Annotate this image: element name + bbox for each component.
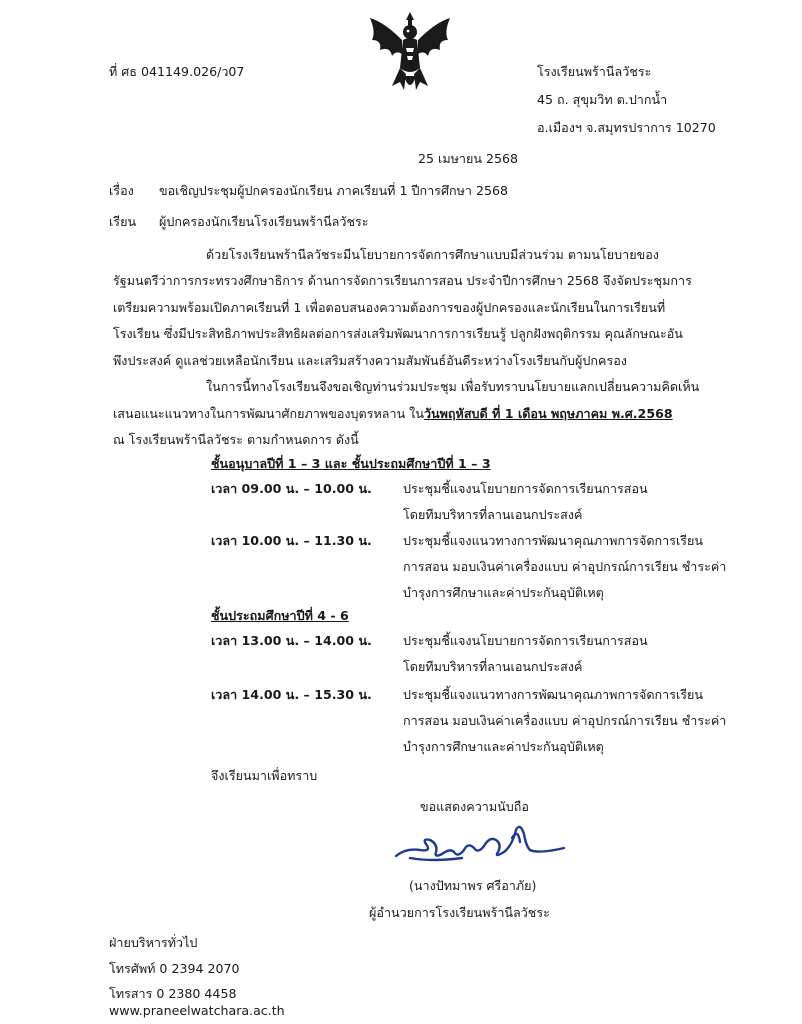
schedule-detail: ประชุมชี้แจงแนวทางการพัฒนาคุณภาพการจัดการเรียน <box>403 533 704 548</box>
schedule-heading: ชั้นอนุบาลปีที่ 1 – 3 และ ชั้นประถมศึกษาปีที่ 1 – 3 <box>211 456 491 471</box>
paragraph-1-line: พึงประสงค์ ดูแลช่วยเหลือนักเรียน และเสริมสร้างความสัมพันธ์อันดีระหว่างโรงเรียนกับผู้ปกครอง <box>113 353 627 368</box>
schedule-detail: โดยทีมบริหารที่ลานเอนกประสงค์ <box>403 507 583 522</box>
footer-department: ฝ่ายบริหารทั่วไป <box>109 935 198 950</box>
schedule-heading: ชั้นประถมศึกษาปีที่ 4 - 6 <box>211 608 349 623</box>
schedule-detail: ประชุมชี้แจงนโยบายการจัดการเรียนการสอน <box>403 481 648 496</box>
subject-label: เรื่อง <box>109 183 134 198</box>
schedule-detail: บำรุงการศึกษาและค่าประกันอุบัติเหตุ <box>403 739 604 754</box>
address-line-2: อ.เมืองฯ จ.สมุทรปราการ 10270 <box>537 120 716 135</box>
school-name: โรงเรียนพร้านีลวัชระ <box>537 64 652 79</box>
footer-phone: โทรศัพท์ 0 2394 2070 <box>109 961 240 976</box>
signer-title: ผู้อำนวยการโรงเรียนพร้านีลวัชระ <box>369 905 550 920</box>
paragraph-1-line: ด้วยโรงเรียนพร้านีลวัชระมีนโยบายการจัดการศึกษาแบบมีส่วนร่วม ตามนโยบายของ <box>206 247 659 262</box>
closing-notice: จึงเรียนมาเพื่อทราบ <box>211 768 318 783</box>
letter-date: 25 เมษายน 2568 <box>418 151 519 166</box>
reference-number: ที่ ศธ 041149.026/ว07 <box>109 64 245 79</box>
paragraph-1-line: โรงเรียน ซึ่งมีประสิทธิภาพประสิทธิผลต่อการส่งเสริมพัฒนาการการเรียนรู้ ปลูกฝังพฤติกรรม คุณลักษณะอัน <box>113 326 683 341</box>
footer-website: www.praneelwatchara.ac.th <box>109 1003 285 1018</box>
paragraph-2-line: ณ โรงเรียนพร้านีลวัชระ ตามกำหนดการ ดังนี้ <box>113 432 359 447</box>
schedule-detail: ประชุมชี้แจงนโยบายการจัดการเรียนการสอน <box>403 633 648 648</box>
closing-regards: ขอแสดงความนับถือ <box>420 799 529 814</box>
subject-text: ขอเชิญประชุมผู้ปกครองนักเรียน ภาคเรียนที่ 1 ปีการศึกษา 2568 <box>159 183 508 198</box>
schedule-time: เวลา 09.00 น. – 10.00 น. <box>211 481 372 496</box>
salutation-text: ผู้ปกครองนักเรียนโรงเรียนพร้านีลวัชระ <box>159 214 369 229</box>
handwritten-signature <box>392 818 568 876</box>
signer-name: (นางปัทมาพร ศรีอาภัย) <box>409 878 537 893</box>
paragraph-1-line: เตรียมความพร้อมเปิดภาคเรียนที่ 1 เพื่อตอบสนองความต้องการของผู้ปกครองและนักเรียนในการเรียนที่ <box>113 300 666 315</box>
schedule-detail: โดยทีมบริหารที่ลานเอนกประสงค์ <box>403 659 583 674</box>
schedule-time: เวลา 10.00 น. – 11.30 น. <box>211 533 372 548</box>
paragraph-2-line: ในการนี้ทางโรงเรียนจึงขอเชิญท่านร่วมประชุม เพื่อรับทราบนโยบายแลกเปลี่ยนความคิดเห็น <box>206 379 700 394</box>
schedule-time: เวลา 14.00 น. – 15.30 น. <box>211 687 372 702</box>
paragraph-1-line: รัฐมนตรีว่าการกระทรวงศึกษาธิการ ด้านการจัดการเรียนการสอน ประจำปีการศึกษา 2568 จึงจัดประชุมการ <box>113 273 692 288</box>
paragraph-2-prefix: เสนอแนะแนวทางในการพัฒนาศักยภาพของบุตรหลาน ใน <box>113 406 424 421</box>
salutation-label: เรียน <box>109 214 137 229</box>
meeting-date: วันพฤหัสบดี ที่ 1 เดือน พฤษภาคม พ.ศ.2568 <box>423 406 673 421</box>
schedule-detail: การสอน มอบเงินค่าเครื่องแบบ ค่าอุปกรณ์การเรียน ชำระค่า <box>403 559 727 574</box>
schedule-detail: การสอน มอบเงินค่าเครื่องแบบ ค่าอุปกรณ์การเรียน ชำระค่า <box>403 713 727 728</box>
paragraph-2-line <box>113 404 673 424</box>
schedule-detail: บำรุงการศึกษาและค่าประกันอุบัติเหตุ <box>403 585 604 600</box>
schedule-time: เวลา 13.00 น. – 14.00 น. <box>211 633 372 648</box>
footer-fax: โทรสาร 0 2380 4458 <box>109 986 237 1001</box>
address-line-1: 45 ถ. สุขุมวิท ต.ปากน้ำ <box>537 92 668 107</box>
garuda-seal-icon <box>366 10 454 94</box>
schedule-detail: ประชุมชี้แจงแนวทางการพัฒนาคุณภาพการจัดการเรียน <box>403 687 704 702</box>
